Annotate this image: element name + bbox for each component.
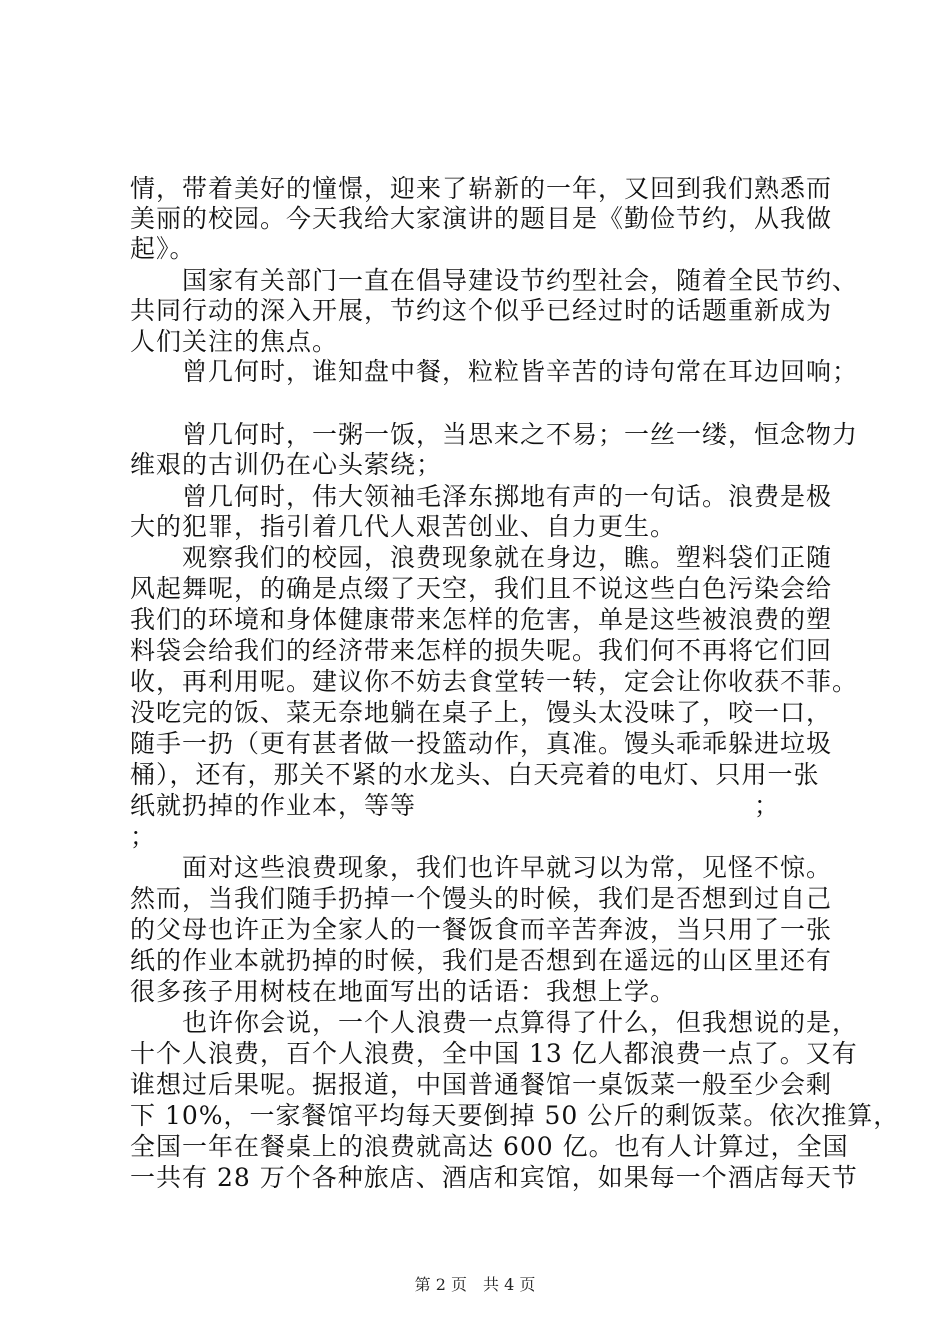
text-line: 纸的作业本就扔掉的时候，我们是否想到在遥远的山区里还有 (130, 946, 833, 975)
text-line: 十个人浪费，百个人浪费，全中国 13 亿人都浪费一点了。又有 (130, 1039, 858, 1068)
text-line: 维艰的古训仍在心头萦绕； (130, 450, 443, 479)
text-line: 我们的环境和身体健康带来怎样的危害，单是这些被浪费的塑 (130, 605, 833, 634)
text-line: 共同行动的深入开展，节约这个似乎已经过时的话题重新成为 (130, 296, 833, 325)
text-line: 很多孩子用树枝在地面写出的话语：我想上学。 (130, 977, 677, 1006)
text-line: 大的犯罪，指引着几代人艰苦创业、自力更生。 (130, 512, 677, 541)
text-line: 曾几何时，一粥一饭，当思来之不易；一丝一缕，恒念物力 (130, 420, 859, 449)
text-line: 观察我们的校园，浪费现象就在身边，瞧。塑料袋们正随 (130, 543, 833, 572)
text-line: ； (130, 822, 157, 851)
text-line: 曾几何时，谁知盘中餐，粒粒皆辛苦的诗句常在耳边回响； (130, 357, 859, 386)
text-line: 全国一年在餐桌上的浪费就高达 600 亿。也有人计算过，全国 (130, 1132, 849, 1161)
text-line: 国家有关部门一直在倡导建设节约型社会，随着全民节约、 (130, 266, 859, 295)
text-line: 面对这些浪费现象，我们也许早就习以为常，见怪不惊。 (130, 853, 833, 882)
text-line: 谁想过后果呢。据报道，中国普通餐馆一桌饭菜一般至少会剩 (130, 1070, 833, 1099)
text-line: 料袋会给我们的经济带来怎样的损失呢。我们何不再将它们回 (130, 636, 833, 665)
text-line: 美丽的校园。今天我给大家演讲的题目是《勤俭节约，从我做 (130, 204, 833, 233)
text-line: 没吃完的饭、菜无奈地躺在桌子上，馒头太没味了，咬一口， (130, 698, 833, 727)
text-line: 的父母也许正为全家人的一餐饭食而辛苦奔波，当只用了一张 (130, 915, 833, 944)
page-footer: 第 2 页 共 4 页 (414, 1275, 536, 1294)
text-line: 起》。 (130, 234, 196, 263)
text-line: 纸就扔掉的作业本，等等 ； (130, 791, 781, 820)
text-line: 情，带着美好的憧憬，迎来了崭新的一年，又回到我们熟悉而 (130, 174, 833, 203)
text-line: 风起舞呢，的确是点缀了天空，我们且不说这些白色污染会给 (130, 574, 833, 603)
text-line: 人们关注的焦点。 (130, 327, 339, 356)
text-line: 桶），还有，那关不紧的水龙头、白天亮着的电灯、只用一张 (130, 760, 820, 789)
text-line: 曾几何时，伟大领袖毛泽东掷地有声的一句话。浪费是极 (130, 482, 833, 511)
text-line: 一共有 28 万个各种旅店、酒店和宾馆，如果每一个酒店每天节 (130, 1163, 858, 1192)
text-line: 下 10%，一家餐馆平均每天要倒掉 50 公斤的剩饭菜。依次推算， (130, 1101, 900, 1130)
text-line: 然而，当我们随手扔掉一个馒头的时候，我们是否想到过自己 (130, 884, 833, 913)
text-line: 收，再利用呢。建议你不妨去食堂转一转，定会让你收获不菲。 (130, 667, 859, 696)
text-line: 随手一扔（更有甚者做一投篮动作，真准。馒头乖乖躲进垃圾 (130, 729, 833, 758)
text-line: 也许你会说，一个人浪费一点算得了什么，但我想说的是， (130, 1008, 859, 1037)
